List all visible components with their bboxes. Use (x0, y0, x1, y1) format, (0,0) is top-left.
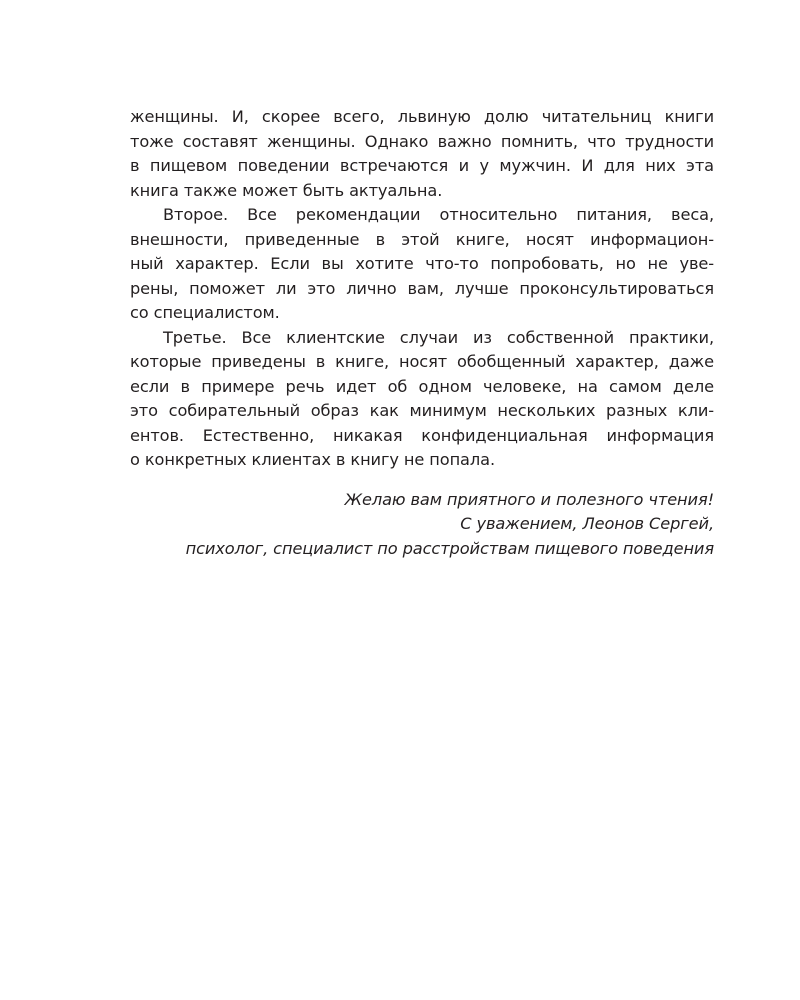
signature-author-title: психолог, специалист по расстройствам пищевого поведения (185, 538, 714, 558)
signature-block (130, 488, 714, 562)
text-line: внешности, приведенные в этой книге, носят информацион- (130, 229, 714, 249)
text-line: если в примере речь идет об одном человеке, на самом деле (130, 376, 714, 396)
text-line: это собирательный образ как минимум нескольких разных кли- (130, 401, 714, 420)
signature-regards: С уважением, Леонов Сергей, (460, 514, 714, 533)
text-line: которые приведены в книге, носят обобщенный характер, даже (130, 352, 714, 371)
text-line: в пищевом поведении встречаются и у мужчин. И для них эта (130, 156, 714, 175)
signature-wish: Желаю вам приятного и полезного чтения! (344, 489, 714, 509)
book-page (130, 105, 714, 561)
text-line: книга также может быть актуальна. (130, 180, 443, 200)
paragraph-women-readers (130, 105, 714, 203)
text-line: Второе. Все рекомендации относительно питания, веса, (163, 205, 714, 224)
text-line: тоже составят женщины. Однако важно помнить, что трудности (130, 131, 714, 151)
text-line: ентов. Естественно, никакая конфиденциальная информация (130, 425, 714, 445)
text-line: Третье. Все клиентские случаи из собственной практики, (163, 327, 714, 347)
text-line: женщины. И, скорее всего, львиную долю читательниц книги (130, 107, 714, 126)
text-line: рены, поможет ли это лично вам, лучше проконсультироваться (130, 278, 714, 298)
paragraph-second (130, 203, 714, 326)
text-line: со специалистом. (130, 303, 280, 322)
text-line: ный характер. Если вы хотите что-то попробовать, но не уве- (130, 254, 714, 273)
paragraph-third (130, 326, 714, 473)
text-line: о конкретных клиентах в книгу не попала. (130, 450, 495, 469)
